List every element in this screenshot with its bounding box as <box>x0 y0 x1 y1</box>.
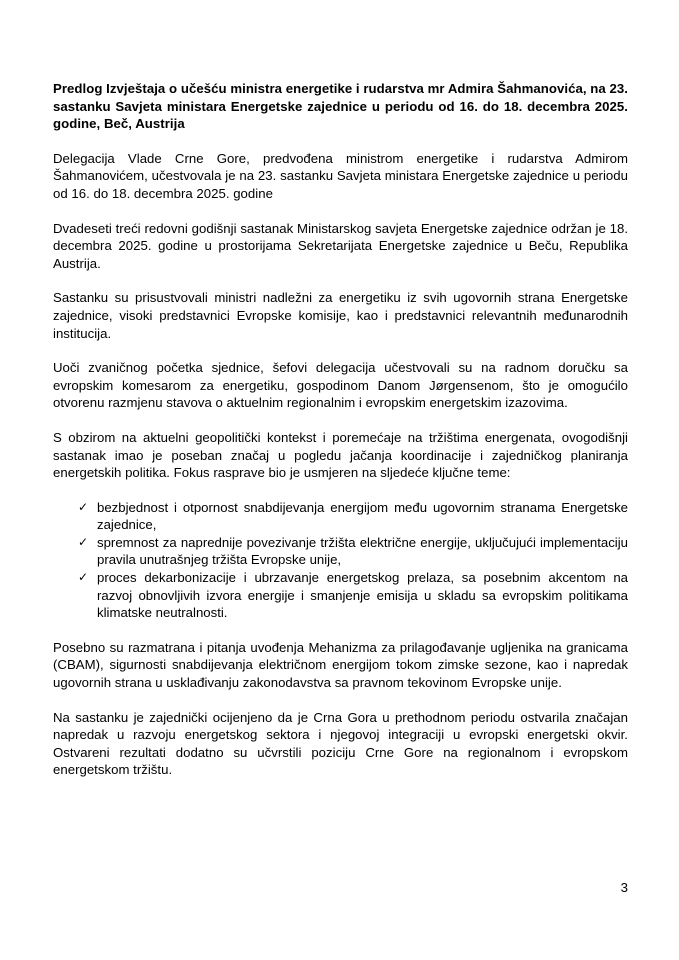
paragraph-conclusion: Na sastanku je zajednički ocijenjeno da je Crna Gora u prethodnom periodu ostvarila značajan napredak u razvoju energetskog sektora i njegovoj integraciji u evropski energetski okvir. Ostvareni rezultati dodatno su učvrstili poziciju Crne Gore na regionalnom i evropskom energetskom tržištu. <box>53 709 628 778</box>
key-topics-list <box>53 499 628 622</box>
list-item <box>53 499 628 534</box>
paragraph-key-topics-intro: S obzirom na aktuelni geopolitički kontekst i poremećaje na tržištima energenata, ovogodišnji sastanak imao je poseban značaj u pogledu jačanja koordinacije i zajedničkog planiranja energetskih politika. Fokus rasprave bio je usmjeren na sljedeće ključne teme: <box>53 429 628 481</box>
list-item-label: proces dekarbonizacije i ubrzavanje energetskog prelaza, sa posebnim akcentom na razvoj obnovljivih izvora energije i smanjenje emisija u skladu sa evropskim politikama klimatske neutralnosti. <box>97 570 628 621</box>
check-icon: ✓ <box>78 499 89 514</box>
page-number: 3 <box>620 880 628 895</box>
document-title: Predlog Izvještaja o učešću ministra energetike i rudarstva mr Admira Šahmanovića, na 23. sastanku Savjeta ministara Energetske zajednice u periodu od 16. do 18. decembra 2025. godine, Beč, Austrija <box>53 81 628 132</box>
check-icon: ✓ <box>78 570 89 585</box>
paragraph-cbam: Posebno su razmatrana i pitanja uvođenja Mehanizma za prilagođavanje ugljenika na granicama (CBAM), sigurnosti snabdijevanja električnom energijom tokom zimske sezone, kao i napredak ugovornih strana u usklađivanju zakonodavstva sa pravnom tekovinom Evropske unije. <box>53 639 628 691</box>
check-icon: ✓ <box>78 534 89 549</box>
document-body <box>53 80 628 796</box>
list-item <box>53 534 628 569</box>
list-item <box>53 569 628 622</box>
paragraph-delegation: Delegacija Vlade Crne Gore, predvođena ministrom energetike i rudarstva Admirom Šahmanovićem, učestvovala je na 23. sastanku Savjeta ministara Energetske zajednice u periodu od 16. do 18. decembra 2025. godine <box>53 150 628 201</box>
list-item-label: spremnost za naprednije povezivanje tržišta električne energije, uključujući implementaciju pravila unutrašnjeg tržišta Evropske unije, <box>97 534 628 568</box>
list-item-label: bezbjednost i otpornost snabdijevanja energijom među ugovornim stranama Energetske zajednice, <box>97 499 628 533</box>
paragraph-working-breakfast: Uoči zvaničnog početka sjednice, šefovi delegacija učestvovali su na radnom doručku sa evropskim komesarom za energetiku, gospodinom Danom Jørgensenom, što je omogućilo otvorenu razmjenu stavova o aktuelnim regionalnim i evropskim energetskim izazovima. <box>53 360 628 411</box>
paragraph-attendees: Sastanku su prisustvovali ministri nadležni za energetiku iz svih ugovornih strana Energetske zajednice, visoki predstavnici Evropske komisije, kao i predstavnici relevantnih međunarodnih institucija. <box>53 290 628 341</box>
paragraph-meeting-details: Dvadeseti treći redovni godišnji sastanak Ministarskog savjeta Energetske zajednice održan je 18. decembra 2025. godine u prostorijama Sekretarijata Energetske zajednice u Beču, Republika Austrija. <box>53 220 628 271</box>
